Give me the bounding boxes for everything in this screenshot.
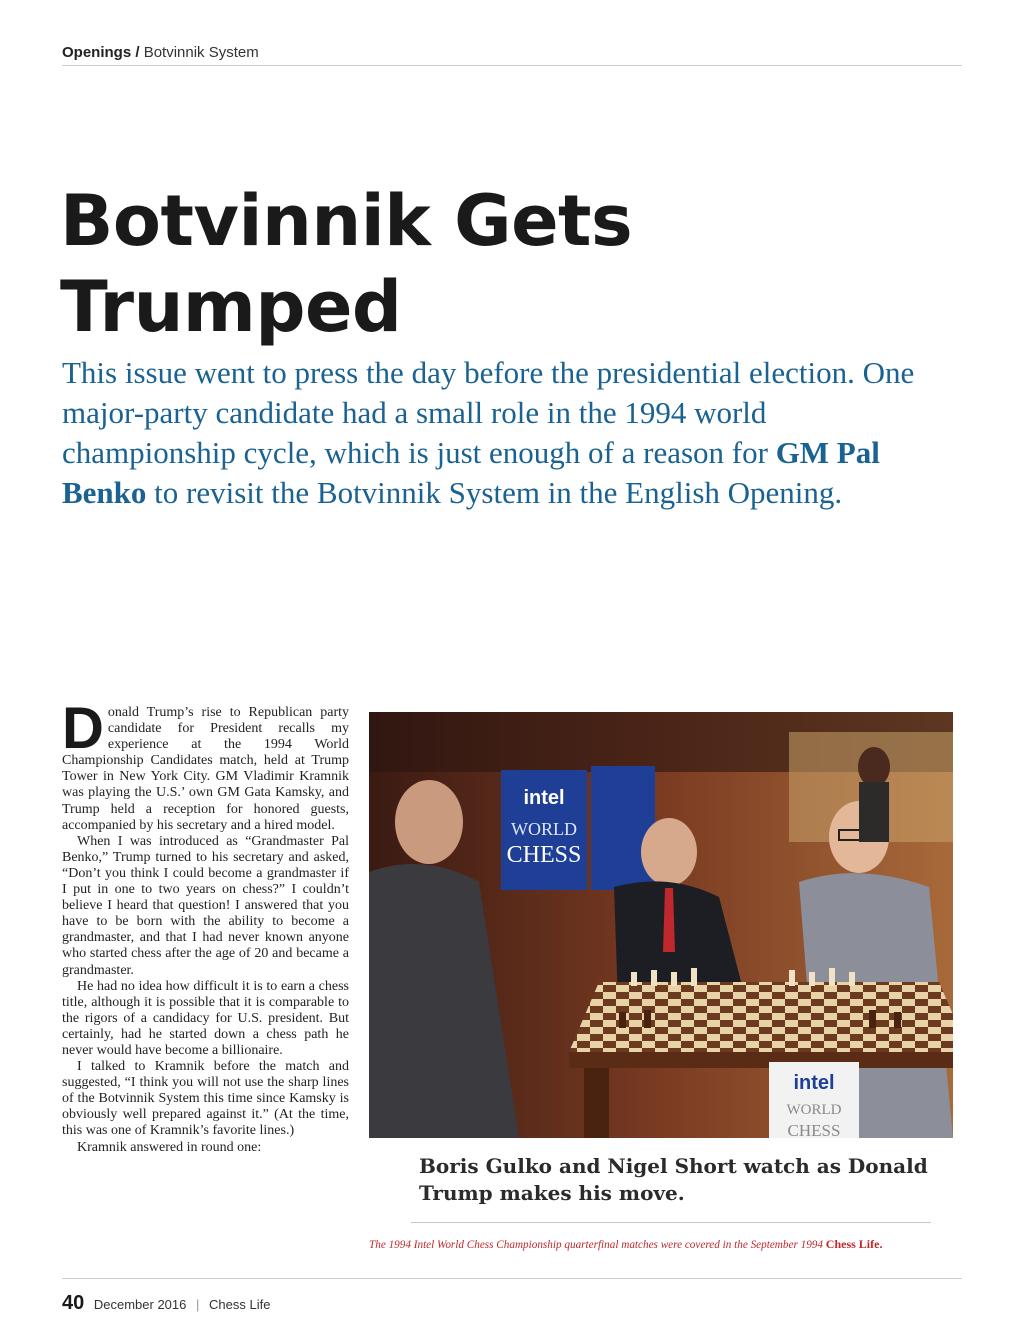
credit-magazine: Chess Life.	[825, 1237, 883, 1251]
article-deck	[62, 353, 922, 513]
table-brand: intel	[793, 1072, 835, 1094]
table-line-2: CHESS	[787, 1121, 841, 1138]
running-header	[62, 44, 962, 61]
section-name: Openings	[62, 44, 132, 61]
caption-divider	[411, 1222, 931, 1223]
credit-text: The 1994 Intel World Chess Championship quarterfinal matches were covered in the September 1994	[369, 1239, 826, 1251]
paragraph-5: Kramnik answered in round one:	[77, 1139, 262, 1155]
deck-part-2: to revisit the Botvinnik System in the English Opening.	[146, 475, 843, 510]
intel-sign-right	[591, 766, 655, 890]
footer-magazine: Chess Life	[209, 1297, 271, 1312]
header-slash: /	[135, 44, 140, 61]
paragraph-1	[62, 696, 349, 834]
page-number: 40	[62, 1292, 85, 1314]
paragraph-1-text: onald Trump’s rise to Republican party candidate for President recalls my experience at the 1994 World Championship Candidates match, held at Trump Tower in New York City. GM Vladimir Kramnik was playing the U.S.’ own GM Gata Kamsky, and Trump held a reception for honored guests, accompanied by his secretary and a hired model.	[62, 705, 349, 833]
photo-illustration	[369, 712, 953, 1138]
paragraph-2: When I was introduced as “Grandmaster Pal Benko,” Trump turned to his secretary and asked, “Don’t you think I could become a grandmaster if I put in one to two years on chess?” I couldn’t believe I heard that question! I answered that you have to be born with the ability to become a grandmaster, and that I had never known anyone who started chess after the age of 20 and became a grandmaster.	[62, 833, 349, 978]
gulko-head	[395, 780, 463, 864]
sign-line-2: CHESS	[506, 842, 582, 868]
paragraph-3: He had no idea how difficult it is to earn a chess title, although it is possible that it is comparable to the rigors of a candidacy for U.S. president. But certainly, had he started down a chess path he never would have become a billionaire.	[62, 978, 349, 1058]
deck-part-1: This issue went to press the day before the presidential election. One major-party candidate had a small role in the 1994 world championship cycle, which is just enough of a reason for	[62, 355, 915, 470]
sign-brand: intel	[523, 787, 565, 809]
table-line-1: WORLD	[786, 1102, 842, 1118]
trump-head	[641, 818, 697, 886]
photo-credit	[369, 1237, 959, 1252]
deck-author: GM Pal Benko	[62, 435, 880, 510]
article-body	[62, 696, 349, 1156]
drop-cap: D	[62, 696, 104, 761]
chess-match-photo	[369, 712, 953, 1138]
article-title	[60, 178, 940, 350]
header-divider	[62, 65, 962, 66]
issue-date: December 2016	[93, 1297, 187, 1312]
title-line-1: Botvinnik Gets	[60, 180, 633, 262]
title-line-2: Trumped	[60, 266, 402, 348]
section-topic: Botvinnik System	[143, 44, 259, 61]
photo-caption: Boris Gulko and Nigel Short watch as Donald Trump makes his move.	[419, 1154, 928, 1205]
footer-separator: |	[196, 1297, 200, 1312]
sign-line-1: WORLD	[511, 819, 577, 839]
paragraph-4: I talked to Kramnik before the match and suggested, “I think you will not use the sharp lines of the Botvinnik System this time since Kamsky is obviously well prepared against it.” (At the time, this was one of Kramnik’s favorite lines.)	[62, 1059, 349, 1139]
page-footer	[62, 1292, 270, 1315]
footer-divider	[62, 1278, 962, 1279]
